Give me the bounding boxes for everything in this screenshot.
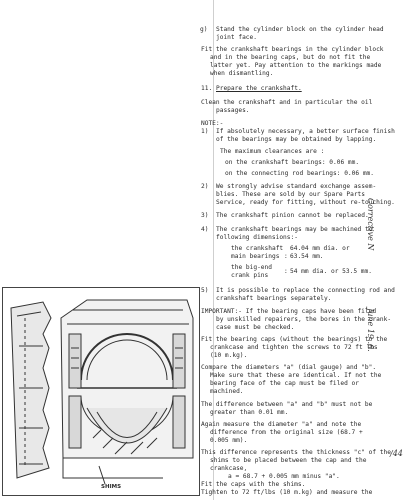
- page-number: /44: [390, 449, 403, 458]
- note-1-number: 1): [201, 128, 209, 135]
- difference-line-2: greater than 0.01 mm.: [210, 409, 289, 416]
- note-4-number: 4): [201, 226, 209, 233]
- fit-caps-line-1: Fit the bearing caps (without the bearings) to the: [201, 336, 388, 343]
- note-1-line-2: of the bearings may be obtained by lapping.: [216, 136, 377, 143]
- note-5-line-1: It is possible to replace the connecting rod and: [216, 287, 395, 294]
- fit-bearings-line-4: when dismantling.: [210, 70, 274, 77]
- note-4-line-2: following dimensions:-: [216, 234, 298, 241]
- note-2-number: 2): [201, 183, 209, 190]
- important-line-2: by unskilled repairers, the bores in the crank-: [216, 316, 392, 323]
- dim-pin-label-1: the big-end: [231, 264, 272, 271]
- margin-corrective-note: Corrective N: [366, 198, 375, 251]
- dim-main-label-1: the crankshaft: [231, 245, 284, 252]
- note-2-line-2: blies. These are sold by our Spare Parts: [216, 191, 366, 198]
- note-1-line-1: If absolutely necessary, a better surface finish: [216, 128, 395, 135]
- tighten-line-1: Tighten to 72 ft/lbs (10 m.kg) and measure the: [201, 489, 373, 496]
- fit-cap-shims: Fit the caps with the shims.: [201, 481, 306, 488]
- again-line-1: Again measure the diameter "a" and note the: [201, 421, 362, 428]
- clearance-crankshaft: on the crankshaft bearings: 0.06 mm.: [225, 159, 360, 166]
- dim-pin-value: 54 mm dia. or 53.5 mm.: [290, 268, 372, 275]
- note-2-line-1: We strongly advise standard exchange assem-: [216, 183, 377, 190]
- dim-main-label-2: main bearings: [231, 253, 280, 260]
- difference-line-1: The difference between "a" and "b" must not be: [201, 401, 373, 408]
- important-line-1: IMPORTANT:- If the bearing caps have been filed: [201, 308, 377, 315]
- fit-caps-line-2: crankcase and tighten the screws to 72 ft lbs: [210, 344, 378, 351]
- note-4-line-1: The crankshaft bearings may be machined to: [216, 226, 373, 233]
- clean-line-2: passages.: [216, 107, 250, 114]
- shims-label: SHIMS: [101, 484, 122, 490]
- step-g-number: g): [200, 26, 208, 33]
- clearances-label: The maximum clearances are :: [220, 148, 325, 155]
- margin-date: June 19..6.: [366, 308, 375, 352]
- dim-main-sep: :: [284, 253, 288, 260]
- compare-line-4: machined.: [210, 388, 244, 395]
- compare-line-2: Make sure that these are identical. If not the: [210, 372, 382, 379]
- fit-bearings-line-3: latter yet. Pay attention to the markings made: [210, 62, 382, 69]
- note-3-text: The crankshaft pinion cannot be replaced.: [216, 212, 369, 219]
- compare-line-1: Compare the diameters "a" (dial gauge) and "b".: [201, 364, 377, 371]
- note-3-number: 3): [201, 212, 209, 219]
- fit-bearings-line-2: and in the bearing caps, but do not fit the: [210, 54, 371, 61]
- note-2-line-3: Service, ready for fitting, without re-touching.: [216, 199, 395, 206]
- step-11-title: Prepare the crankshaft.: [216, 85, 302, 92]
- dim-main-value-2: 63.54 mm.: [290, 253, 324, 260]
- step-11-number: 11.: [201, 85, 213, 92]
- represents-line-1: This difference represents the thickness "c" of the: [201, 449, 391, 456]
- represents-line-2: shims to be placed between the cap and the: [210, 457, 367, 464]
- dim-main-value-1: 64.04 mm dia. or: [290, 245, 350, 252]
- clean-line-1: Clean the crankshaft and in particular the oil: [201, 99, 373, 106]
- note-5-number: 5): [201, 287, 209, 294]
- note-5-line-2: crankshaft bearings separately.: [216, 295, 332, 302]
- step-g-line-1: Stand the cylinder block on the cylinder head: [216, 26, 384, 33]
- again-line-3: 0.005 mm).: [210, 437, 248, 444]
- bearing-cap-illustration: [3, 288, 199, 495]
- shim-formula: a = 68.7 + 0.005 mm minus "a".: [228, 473, 340, 480]
- important-line-3: case must be checked.: [216, 324, 295, 331]
- dim-pin-sep: :: [284, 268, 288, 275]
- fit-caps-line-3: (10 m.kg).: [210, 352, 248, 359]
- clearance-connecting-rod: on the connecting rod bearings: 0.06 mm.: [225, 170, 375, 177]
- note-label: NOTE:-: [201, 120, 224, 127]
- represents-line-3: crankcase,: [210, 465, 248, 472]
- crankcase-bearing-figure: [2, 287, 200, 496]
- dim-pin-label-2: crank pins: [231, 272, 269, 279]
- again-line-2: difference from the original size (68.7 +: [210, 429, 363, 436]
- step-g-line-2: joint face.: [216, 34, 257, 41]
- compare-line-3: bearing face of the cap must be filed or: [210, 380, 360, 387]
- fit-bearings-line-1: Fit the crankshaft bearings in the cylinder block: [201, 46, 384, 53]
